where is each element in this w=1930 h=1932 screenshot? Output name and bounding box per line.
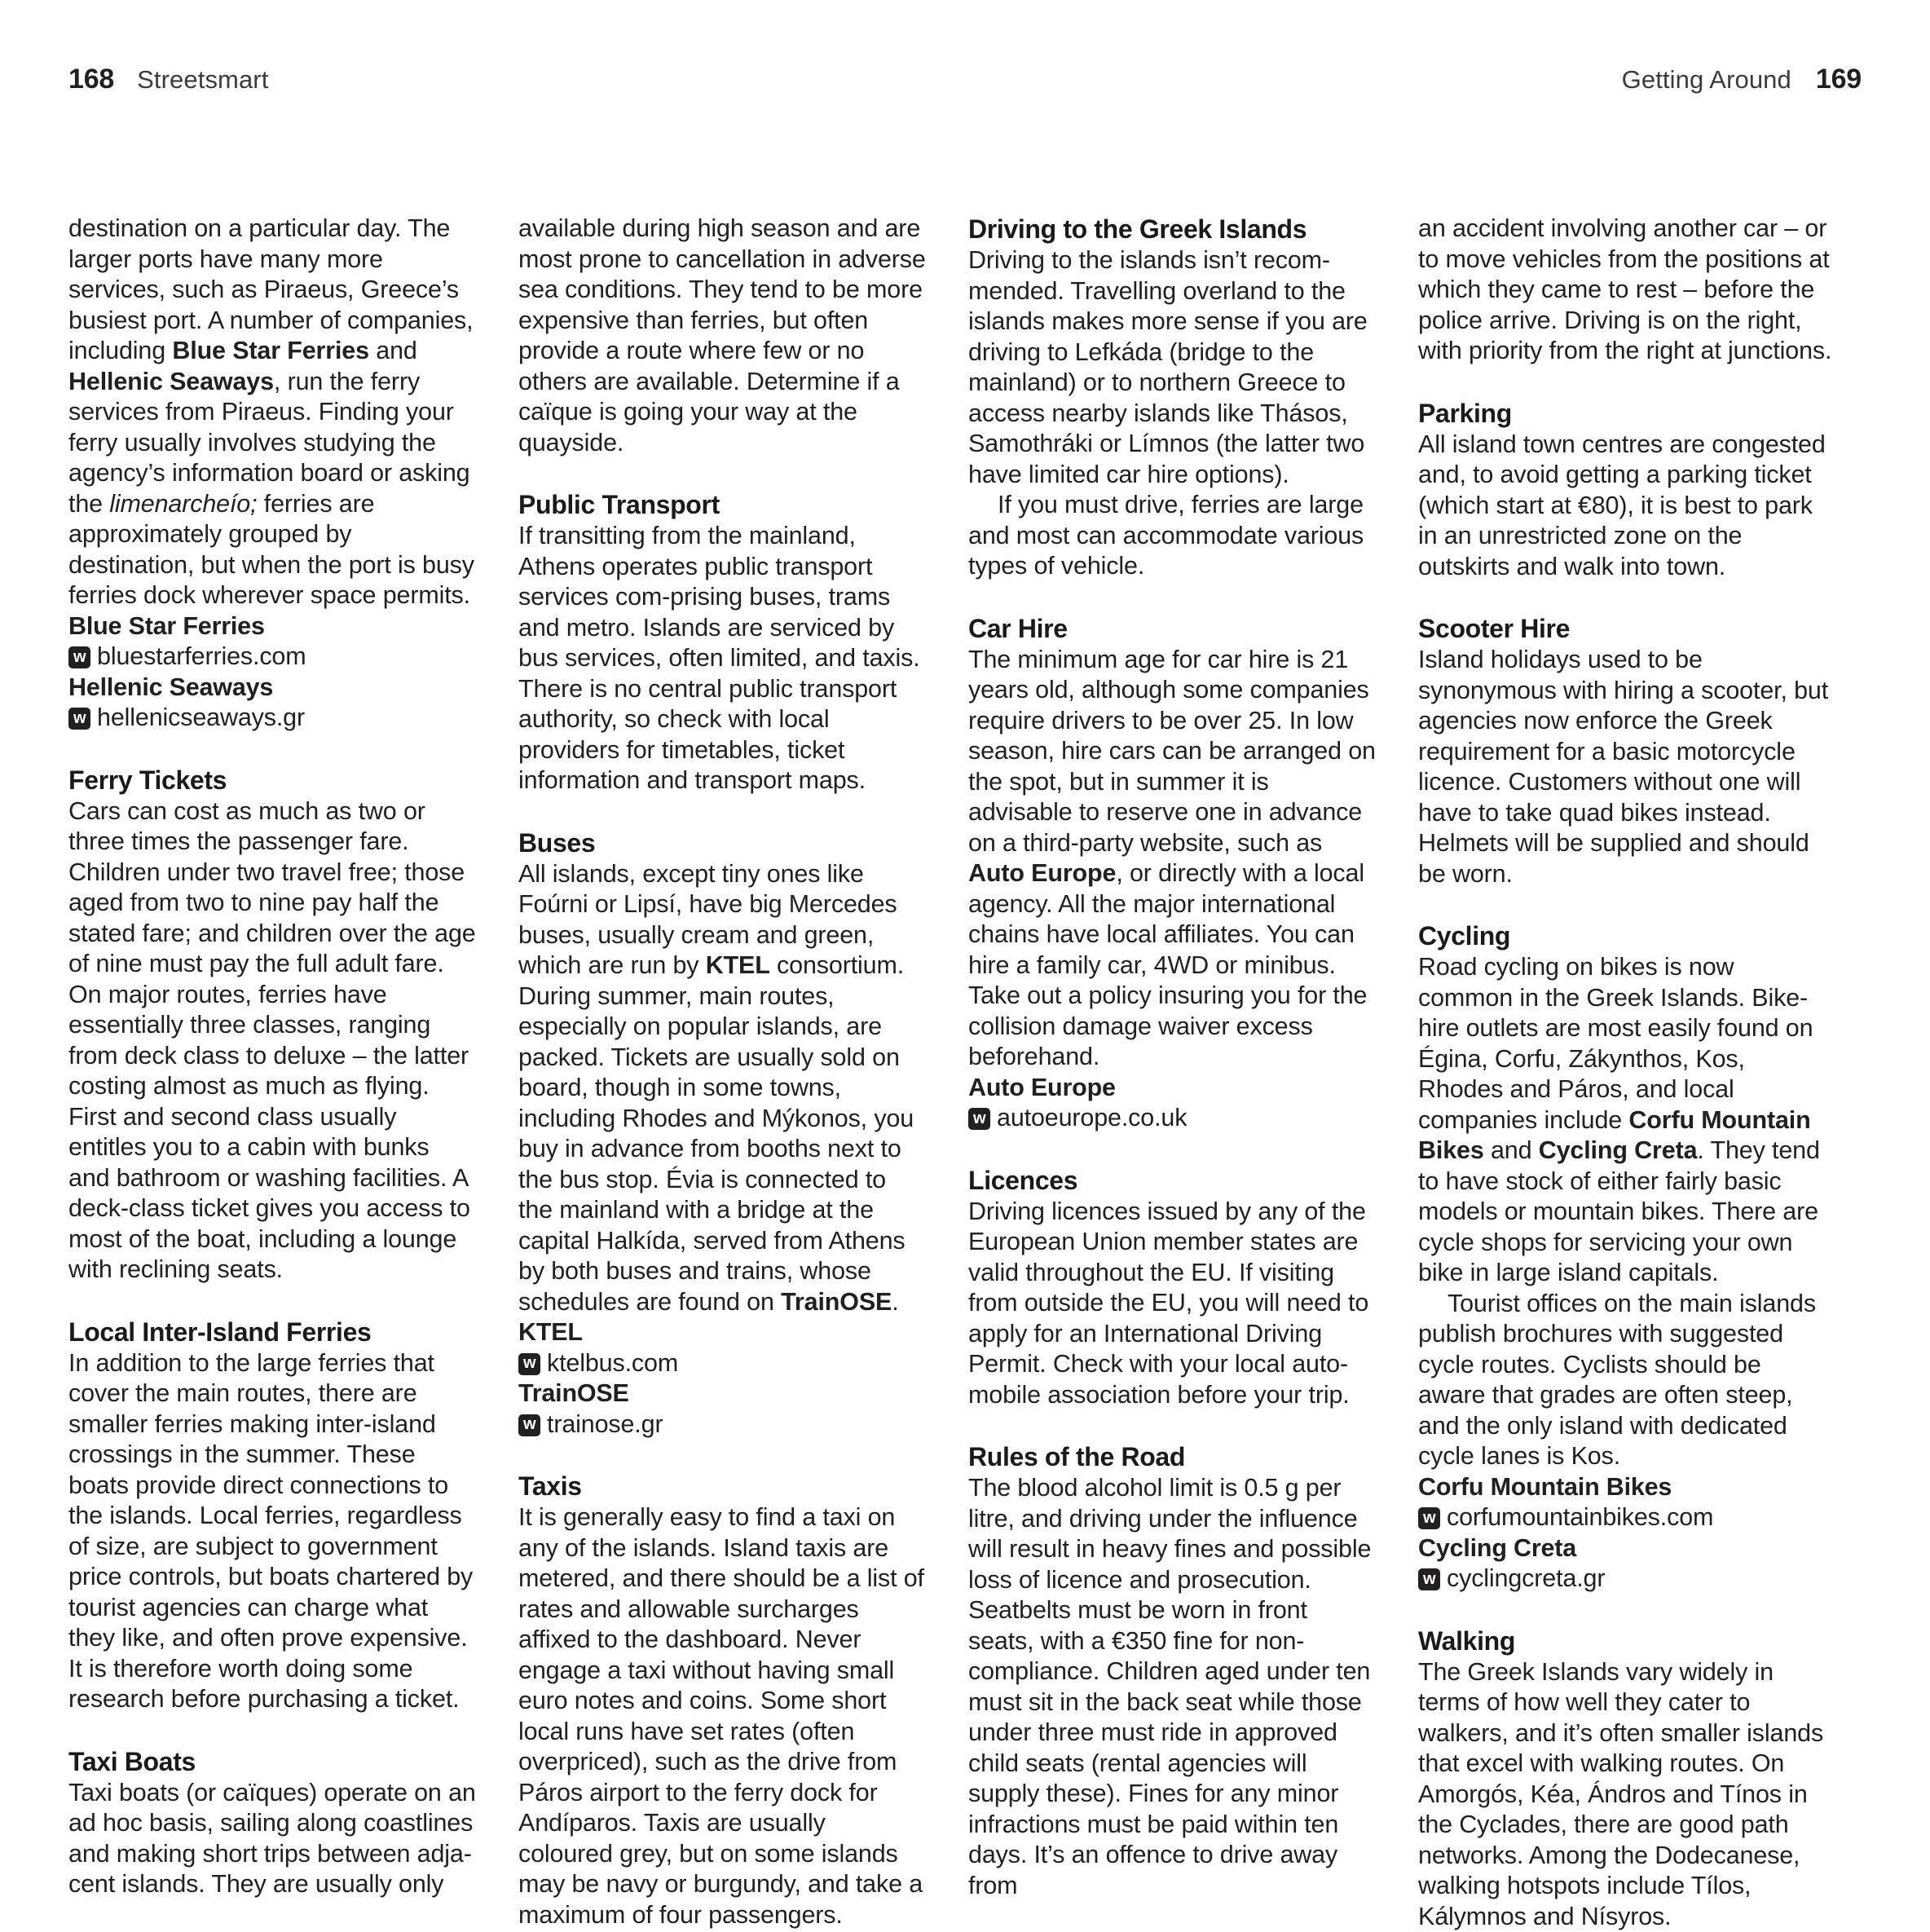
heading-licences: Licences — [968, 1165, 1376, 1197]
section-spacer — [68, 1715, 476, 1746]
paragraph-walking: The Greek Islands vary widely in terms of how well they cater to walkers, and it’s often smaller islands that excel with walking routes. On Amorgós, Kéa, Ándros and Tínos in the Cyclades, there are good path networks. Among the Dodecanese, walking hotspots include Tílos, Kálymnos and Nísyros. — [1418, 1657, 1832, 1932]
column-3 — [968, 214, 1376, 1811]
listing-website[interactable] — [518, 1348, 926, 1379]
section-spacer — [1418, 889, 1832, 920]
company-trainose: TrainOSE — [781, 1288, 892, 1316]
listing-website-url: cyclingcreta.gr — [1447, 1564, 1605, 1595]
text-run: ferries are approximately grouped by destination, but when the port is busy ferries dock wherever space permits. — [68, 490, 474, 610]
text-columns — [68, 214, 1862, 1811]
page-number-left: 168 — [68, 64, 114, 95]
paragraph-ferry-services-continued — [68, 214, 476, 611]
heading-ferry-tickets: Ferry Tickets — [68, 765, 476, 796]
listing-website-url: autoeurope.co.uk — [997, 1103, 1187, 1134]
listing-website-url: ktelbus.com — [547, 1348, 678, 1379]
column-4 — [1418, 214, 1832, 1811]
web-icon: w — [1418, 1568, 1440, 1590]
running-head-right — [1622, 64, 1862, 99]
text-run: . They tend to have stock of either fairly basic models or mountain bikes. There are cycle shops for servicing your own bike in large island capitals. — [1418, 1136, 1820, 1286]
web-icon: w — [968, 1108, 990, 1130]
listing-website-url: corfumountainbikes.com — [1447, 1502, 1713, 1533]
text-run: All islands, except tiny ones like Foúrni or Lipsí, have big Mercedes buses, usually cream and green, which are run by — [518, 860, 897, 980]
web-icon: w — [1418, 1507, 1440, 1529]
web-icon: w — [518, 1414, 540, 1436]
listing-website[interactable] — [518, 1409, 926, 1440]
heading-buses: Buses — [518, 827, 926, 859]
paragraph-driving-2: If you must drive, ferries are large and most can accommodate various types of vehicle. — [968, 490, 1376, 582]
column-1 — [68, 214, 476, 1811]
listing-website[interactable] — [1418, 1564, 1832, 1595]
section-spacer — [518, 458, 926, 489]
heading-taxis: Taxis — [518, 1471, 926, 1502]
running-head-left — [68, 64, 268, 99]
paragraph-licences: Driving licences issued by any of the European Union member states are valid throughout the EU. If visiting from outside the EU, you will need to apply for an International Driving Permit. Check with your local auto-mobile association before your trip. — [968, 1197, 1376, 1411]
paragraph-car-hire — [968, 645, 1376, 1073]
listing-org-name: TrainOSE — [518, 1378, 926, 1409]
paragraph-rules-of-the-road: The blood alcohol limit is 0.5 g per litre, and driving under the influence will result in heavy fines and possible loss of licence and prosecution. Seatbelts must be worn in front seats, with a €350 fine for non-compliance. Children aged under ten must sit in the back seat while those under three must ride in approved child seats (rental agencies will supply these). Fines for any minor infractions must be paid within ten days. It’s an offence to drive away from — [968, 1473, 1376, 1901]
heading-parking: Parking — [1418, 398, 1832, 430]
web-icon: w — [518, 1353, 540, 1375]
section-spacer — [518, 1440, 926, 1471]
paragraph-public-transport: If transitting from the mainland, Athens operates public transport services com-prising buses, trams and metro. Islands are serviced by bus services, often limited, and taxis. There is no central public transport authority, so check with local providers for timetables, ticket information and transport maps. — [518, 521, 926, 796]
section-spacer — [968, 1410, 1376, 1441]
listing-website-url: trainose.gr — [547, 1409, 663, 1440]
heading-rules-of-the-road: Rules of the Road — [968, 1441, 1376, 1473]
listing-org-name: Corfu Mountain Bikes — [1418, 1472, 1832, 1503]
section-spacer — [1418, 582, 1832, 613]
paragraph-cycling-2: Tourist offices on the main islands publish brochures with suggested cycle routes. Cyclists should be aware that grades are often steep, and the only island with dedicated cycle lanes is Kos. — [1418, 1289, 1832, 1472]
listing-org-name: Cycling Creta — [1418, 1533, 1832, 1564]
company-blue-star-ferries: Blue Star Ferries — [172, 337, 369, 364]
paragraph-local-inter-island-ferries: In addition to the large ferries that cover the main routes, there are smaller ferries making inter-island crossings in the summer. These boats provide direct connections to the islands. Local ferries, regardless of size, are subject to government price controls, but boats chartered by tourist agencies can charge what they like, and often prove expensive. It is therefore worth doing some research before purchasing a ticket. — [68, 1348, 476, 1715]
paragraph-rules-continued: an accident involving another car – or to move vehicles from the positions at which they came to rest – before the police arrive. Driving is on the right, with priority from the right at junctions. — [1418, 214, 1832, 367]
listing-org-name: Hellenic Seaways — [68, 673, 476, 704]
web-icon: w — [68, 646, 90, 668]
text-run: , run the ferry services from Piraeus. Finding your ferry usually involves studying the agency’s information board or asking the — [68, 368, 470, 518]
listing-website[interactable] — [1418, 1502, 1832, 1533]
web-icon: w — [68, 708, 90, 730]
section-spacer — [68, 1286, 476, 1317]
company-cycling-creta: Cycling Creta — [1539, 1136, 1698, 1164]
heading-cycling: Cycling — [1418, 920, 1832, 952]
company-hellenic-seaways: Hellenic Seaways — [68, 368, 274, 395]
company-ktel: KTEL — [706, 951, 770, 979]
column-2 — [518, 214, 926, 1811]
heading-walking: Walking — [1418, 1625, 1832, 1657]
paragraph-scooter-hire: Island holidays used to be synonymous with hiring a scooter, but agencies now enforce the Greek requirement for a basic motorcycle licence. Customers without one will have to take quad bikes instead. Helmets will be supplied and should be worn. — [1418, 645, 1832, 889]
heading-taxi-boats: Taxi Boats — [68, 1746, 476, 1778]
heading-public-transport: Public Transport — [518, 489, 926, 521]
running-head-label-right: Getting Around — [1622, 65, 1791, 95]
paragraph-parking: All island town centres are congested and, to avoid getting a parking ticket (which start at €80), it is best to park in an unrestricted zone on the outskirts and walk into town. — [1418, 430, 1832, 583]
paragraph-buses — [518, 859, 926, 1318]
company-corfu-mountain-bikes: Corfu Mountain Bikes — [1418, 1106, 1811, 1165]
listing-org-name: KTEL — [518, 1317, 926, 1348]
section-spacer — [1418, 367, 1832, 398]
section-spacer — [68, 734, 476, 765]
heading-scooter-hire: Scooter Hire — [1418, 613, 1832, 645]
listing-website-url: bluestarferries.com — [97, 642, 306, 673]
heading-local-inter-island-ferries: Local Inter-Island Ferries — [68, 1317, 476, 1348]
paragraph-driving-1: Driving to the islands isn’t recom-mended. Travelling overland to the islands makes more sense if you are driving to Lefkáda (bridge to the mainland) or to northern Greece to access nearby islands like Thásos, Samothráki or Límnos (the latter two have limited car hire options). — [968, 245, 1376, 490]
paragraph-cycling-1 — [1418, 952, 1832, 1289]
listing-org-name: Auto Europe — [968, 1073, 1376, 1104]
running-head-label-left: Streetsmart — [137, 65, 268, 95]
section-spacer — [968, 582, 1376, 613]
text-run: The minimum age for car hire is 21 years old, although some companies require drivers to be over 25. In low season, hire cars can be arranged on the spot, but in summer it is advisable to reserve one in advance on a third-party website, such as — [968, 646, 1376, 857]
section-spacer — [1418, 1595, 1832, 1625]
text-run: Road cycling on bikes is now common in the Greek Islands. Bike-hire outlets are most easily found on Égina, Corfu, Zákynthos, Kos, Rhodes and Páros, and local companies include — [1418, 953, 1813, 1134]
paragraph-taxi-boats: Taxi boats (or caïques) operate on an ad hoc basis, sailing along coastlines and making short trips between adja-cent islands. They are usually only — [68, 1778, 476, 1900]
section-spacer — [518, 796, 926, 827]
greek-term-limenarcheio: limenarcheío; — [109, 490, 257, 518]
listing-website[interactable] — [968, 1103, 1376, 1134]
heading-car-hire: Car Hire — [968, 613, 1376, 645]
listing-website[interactable] — [68, 703, 476, 734]
text-run: . — [892, 1288, 898, 1316]
text-run: consortium. During summer, main routes, especially on popular islands, are packed. Tickets are usually sold on board, though in some towns, including Rhodes and Mýkonos, you buy in advance from booths next to the bus stop. Évia is connected to the mainland with a bridge at the capital Halkída, served from Athens by both buses and trains, whose schedules are found on — [518, 951, 914, 1316]
heading-driving-to-the-greek-islands: Driving to the Greek Islands — [968, 214, 1376, 245]
company-auto-europe: Auto Europe — [968, 859, 1116, 887]
page-number-right: 169 — [1816, 64, 1862, 95]
listing-org-name: Blue Star Ferries — [68, 611, 476, 642]
listing-website[interactable] — [68, 642, 476, 673]
listing-website-url: hellenicseaways.gr — [97, 703, 305, 734]
paragraph-ferry-tickets: Cars can cost as much as two or three times the passenger fare. Children under two travel free; those aged from two to nine pay half the stated fare; and children over the age of nine must pay the full adult fare. On major routes, ferries have essentially three classes, ranging from deck class to deluxe – the latter costing almost as much as flying. First and second class usually entitles you to a cabin with bunks and bathroom or washing facilities. A deck-class ticket gives you access to most of the boat, including a lounge with reclining seats. — [68, 796, 476, 1286]
section-spacer — [968, 1134, 1376, 1165]
text-run: and — [369, 337, 417, 364]
paragraph-taxis: It is generally easy to find a taxi on any of the islands. Island taxis are metered, and there should be a list of rates and allowable surcharges affixed to the dashboard. Never engage a taxi without having small euro notes and coins. Some short local runs have set rates (often overpriced), such as the drive from Páros airport to the ferry dock for Andíparos. Taxis are usually coloured grey, but on some islands may be navy or burgundy, and take a maximum of four passengers. — [518, 1502, 926, 1930]
text-run: and — [1484, 1136, 1539, 1164]
text-run: , or directly with a local agency. All the major international chains have local affiliates. You can hire a family car, 4WD or minibus. Take out a policy insuring you for the collision damage waiver excess beforehand. — [968, 859, 1367, 1070]
paragraph-taxi-boats-continued: available during high season and are most prone to cancellation in adverse sea conditions. They tend to be more expensive than ferries, but often provide a route where few or no others are available. Determine if a caïque is going your way at the quayside. — [518, 214, 926, 458]
text-run: destination on a particular day. The larger ports have many more services, such as Piraeus, Greece’s busiest port. A number of companies, including — [68, 214, 473, 364]
